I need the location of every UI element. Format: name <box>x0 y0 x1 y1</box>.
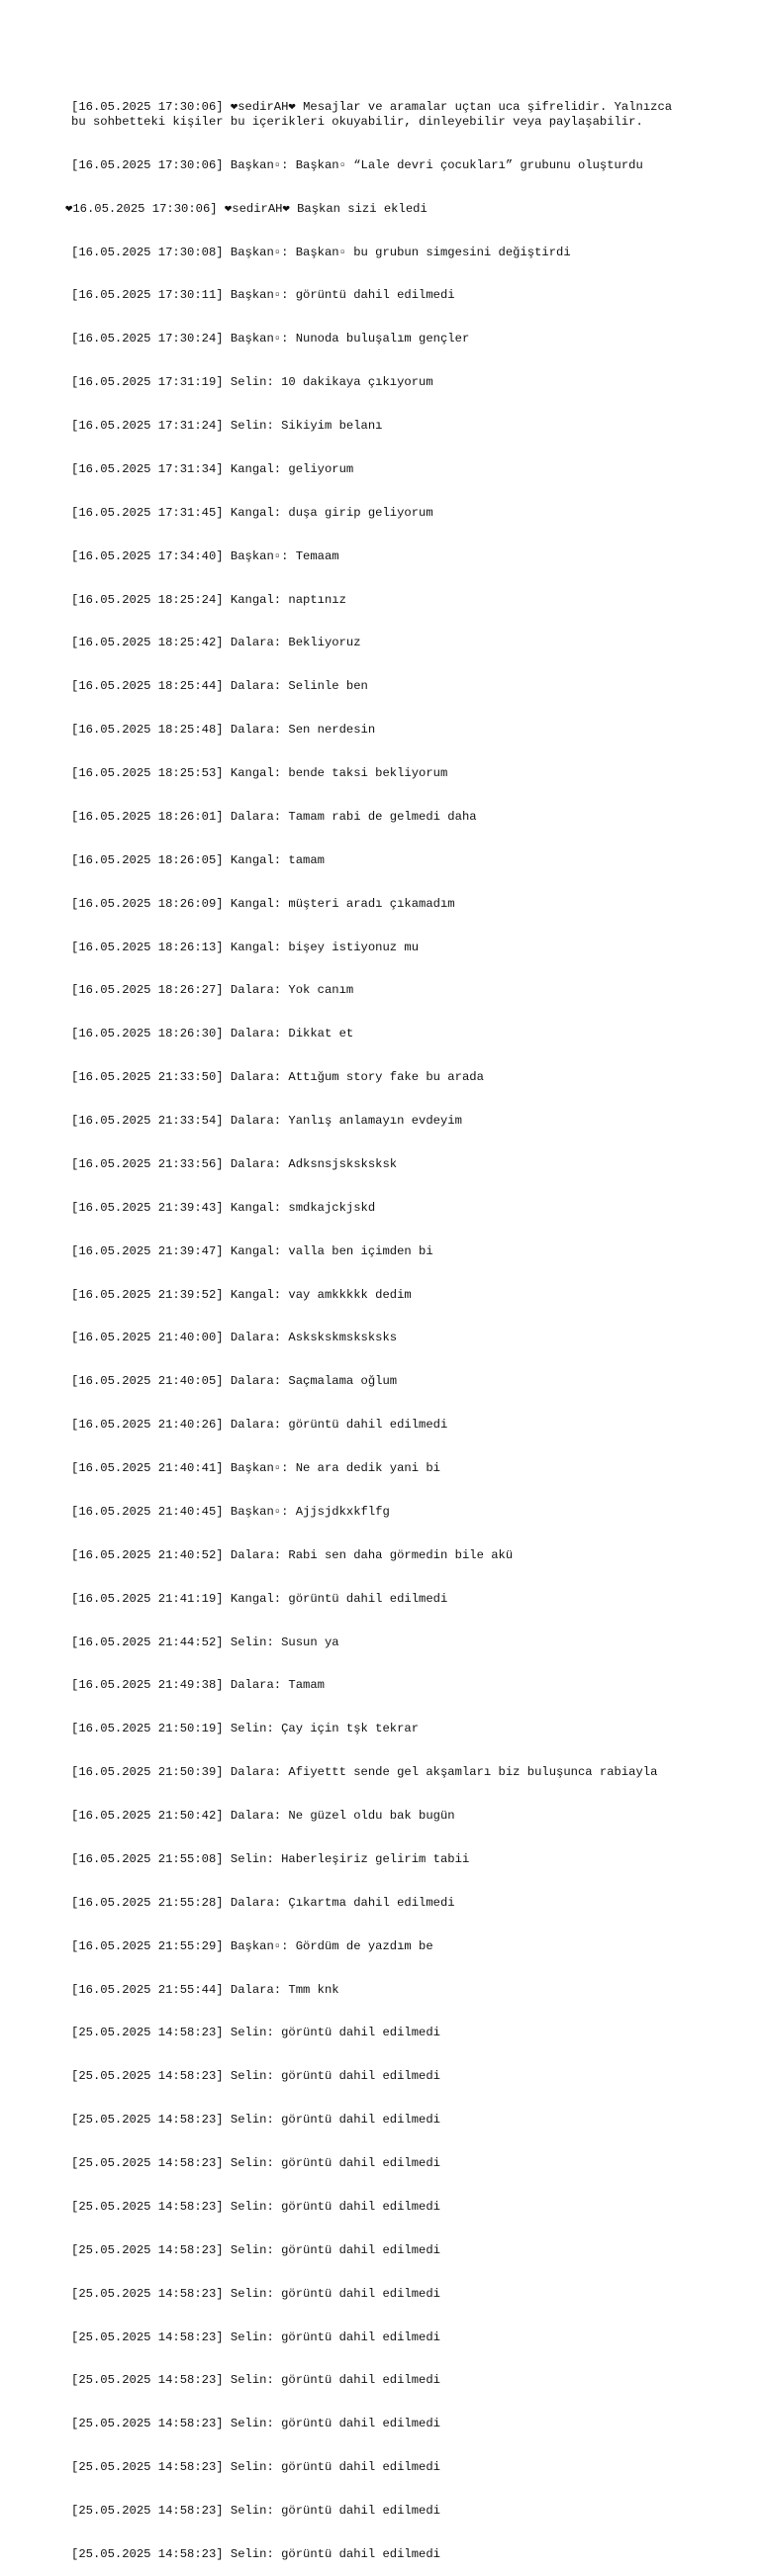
transcript-line: [16.05.2025 21:40:00] Dalara: Askskskmsksksks <box>71 1331 398 1345</box>
transcript-line: [16.05.2025 18:25:48] Dalara: Sen nerdesin <box>71 723 376 738</box>
transcript-line: [16.05.2025 21:39:52] Kangal: vay amkkkkk dedim <box>71 1287 412 1302</box>
transcript-line: [16.05.2025 17:30:11] Başkan▫: görüntü dahil edilmedi <box>71 288 455 303</box>
transcript-line: [16.05.2025 18:25:53] Kangal: bende taksi bekliyorum <box>71 766 448 780</box>
chat-transcript <box>65 71 685 2576</box>
transcript-line: [25.05.2025 14:58:23] Selin: görüntü dahil edilmedi <box>71 2373 440 2388</box>
transcript-line: [16.05.2025 18:26:27] Dalara: Yok canım <box>71 983 354 998</box>
transcript-line: [16.05.2025 21:33:54] Dalara: Yanlış anlamayın evdeyim <box>71 1114 462 1128</box>
transcript-line: [25.05.2025 14:58:23] Selin: görüntü dahil edilmedi <box>71 2286 440 2301</box>
transcript-line: [16.05.2025 21:33:50] Dalara: Attığum story fake bu arada <box>71 1070 484 1085</box>
transcript-line: [25.05.2025 14:58:23] Selin: görüntü dahil edilmedi <box>71 2417 440 2431</box>
transcript-line: [16.05.2025 18:26:09] Kangal: müşteri aradı çıkamadım <box>71 896 455 911</box>
transcript-line: [16.05.2025 21:55:44] Dalara: Tmm knk <box>71 1982 339 1997</box>
transcript-line: [16.05.2025 18:26:05] Kangal: tamam <box>71 852 325 867</box>
transcript-line: [16.05.2025 17:34:40] Başkan▫: Temaam <box>71 548 339 563</box>
transcript-line: [16.05.2025 21:44:52] Selin: Susun ya <box>71 1635 339 1649</box>
transcript-line: [16.05.2025 21:55:28] Dalara: Çıkartma dahil edilmedi <box>71 1895 455 1910</box>
transcript-line: [16.05.2025 17:30:06] ❤sedirAH❤ Mesajlar ve aramalar uçtan uca şifrelidir. Yalnızca bu sohbetteki kişiler bu içerikleri okuyabilir, dinleyebilir veya paylaşabilir. <box>71 100 680 129</box>
transcript-line: [16.05.2025 21:50:42] Dalara: Ne güzel oldu bak bugün <box>71 1809 455 1823</box>
transcript-line: [16.05.2025 18:25:44] Dalara: Selinle ben <box>71 679 368 694</box>
transcript-line: [16.05.2025 21:40:26] Dalara: görüntü dahil edilmedi <box>71 1418 448 1433</box>
transcript-line: [16.05.2025 17:31:24] Selin: Sikiyim belanı <box>71 419 383 433</box>
transcript-line: [16.05.2025 18:25:42] Dalara: Bekliyoruz <box>71 636 361 650</box>
transcript-line: [25.05.2025 14:58:23] Selin: görüntü dahil edilmedi <box>71 2026 440 2040</box>
transcript-line: [16.05.2025 21:41:19] Kangal: görüntü dahil edilmedi <box>71 1591 448 1606</box>
transcript-line: [16.05.2025 18:25:24] Kangal: naptınız <box>71 592 346 607</box>
transcript-line: [25.05.2025 14:58:23] Selin: görüntü dahil edilmedi <box>71 2546 440 2561</box>
transcript-line: [16.05.2025 18:26:13] Kangal: bişey istiyonuz mu <box>71 940 420 954</box>
transcript-line: [16.05.2025 17:30:06] Başkan▫: Başkan▫ “Lale devri çocukları” grubunu oluşturdu <box>71 157 643 172</box>
transcript-line: [16.05.2025 21:55:29] Başkan▫: Gördüm de yazdım be <box>71 1938 433 1953</box>
transcript-line: [25.05.2025 14:58:23] Selin: görüntü dahil edilmedi <box>71 2329 440 2344</box>
transcript-line: [25.05.2025 14:58:23] Selin: görüntü dahil edilmedi <box>71 2460 440 2475</box>
transcript-line: [16.05.2025 17:31:19] Selin: 10 dakikaya çıkıyorum <box>71 375 433 390</box>
transcript-line: [16.05.2025 21:39:47] Kangal: valla ben içimden bi <box>71 1243 433 1258</box>
transcript-line: ❤16.05.2025 17:30:06] ❤sedirAH❤ Başkan sizi ekledi <box>65 201 428 216</box>
transcript-line: [16.05.2025 17:30:24] Başkan▫: Nunoda buluşalım gençler <box>71 332 470 347</box>
transcript-line: [25.05.2025 14:58:23] Selin: görüntü dahil edilmedi <box>71 2113 440 2128</box>
transcript-line: [16.05.2025 17:31:34] Kangal: geliyorum <box>71 461 354 476</box>
transcript-line: [16.05.2025 21:39:43] Kangal: smdkajckjskd <box>71 1200 376 1215</box>
transcript-line: [16.05.2025 21:33:56] Dalara: Adksnsjsksksksk <box>71 1156 398 1171</box>
transcript-line: [25.05.2025 14:58:23] Selin: görüntü dahil edilmedi <box>71 2504 440 2518</box>
transcript-line: [16.05.2025 21:40:41] Başkan▫: Ne ara dedik yani bi <box>71 1461 440 1475</box>
transcript-line: [16.05.2025 21:55:08] Selin: Haberleşiriz gelirim tabii <box>71 1851 470 1866</box>
transcript-line: [16.05.2025 21:40:52] Dalara: Rabi sen daha görmedin bile akü <box>71 1547 514 1562</box>
transcript-line: [16.05.2025 21:50:39] Dalara: Afiyettt sende gel akşamları biz buluşunca rabiayla <box>71 1765 658 1780</box>
transcript-line: [16.05.2025 21:40:05] Dalara: Saçmalama oğlum <box>71 1374 398 1389</box>
transcript-line: [25.05.2025 14:58:23] Selin: görüntü dahil edilmedi <box>71 2242 440 2257</box>
transcript-line: [25.05.2025 14:58:23] Selin: görüntü dahil edilmedi <box>71 2156 440 2170</box>
transcript-line: [16.05.2025 18:26:30] Dalara: Dikkat et <box>71 1027 354 1041</box>
transcript-line: [16.05.2025 21:49:38] Dalara: Tamam <box>71 1678 325 1693</box>
transcript-line: [25.05.2025 14:58:23] Selin: görüntü dahil edilmedi <box>71 2069 440 2084</box>
transcript-line: [16.05.2025 18:26:01] Dalara: Tamam rabi de gelmedi daha <box>71 809 477 824</box>
transcript-line: [16.05.2025 21:40:45] Başkan▫: Ajjsjdkxkflfg <box>71 1504 390 1519</box>
transcript-line: [16.05.2025 17:31:45] Kangal: duşa girip geliyorum <box>71 505 433 520</box>
transcript-line: [16.05.2025 17:30:08] Başkan▫: Başkan▫ bu grubun simgesini değiştirdi <box>71 245 571 259</box>
transcript-line: [16.05.2025 21:50:19] Selin: Çay için tşk tekrar <box>71 1722 420 1736</box>
transcript-line: [25.05.2025 14:58:23] Selin: görüntü dahil edilmedi <box>71 2199 440 2214</box>
